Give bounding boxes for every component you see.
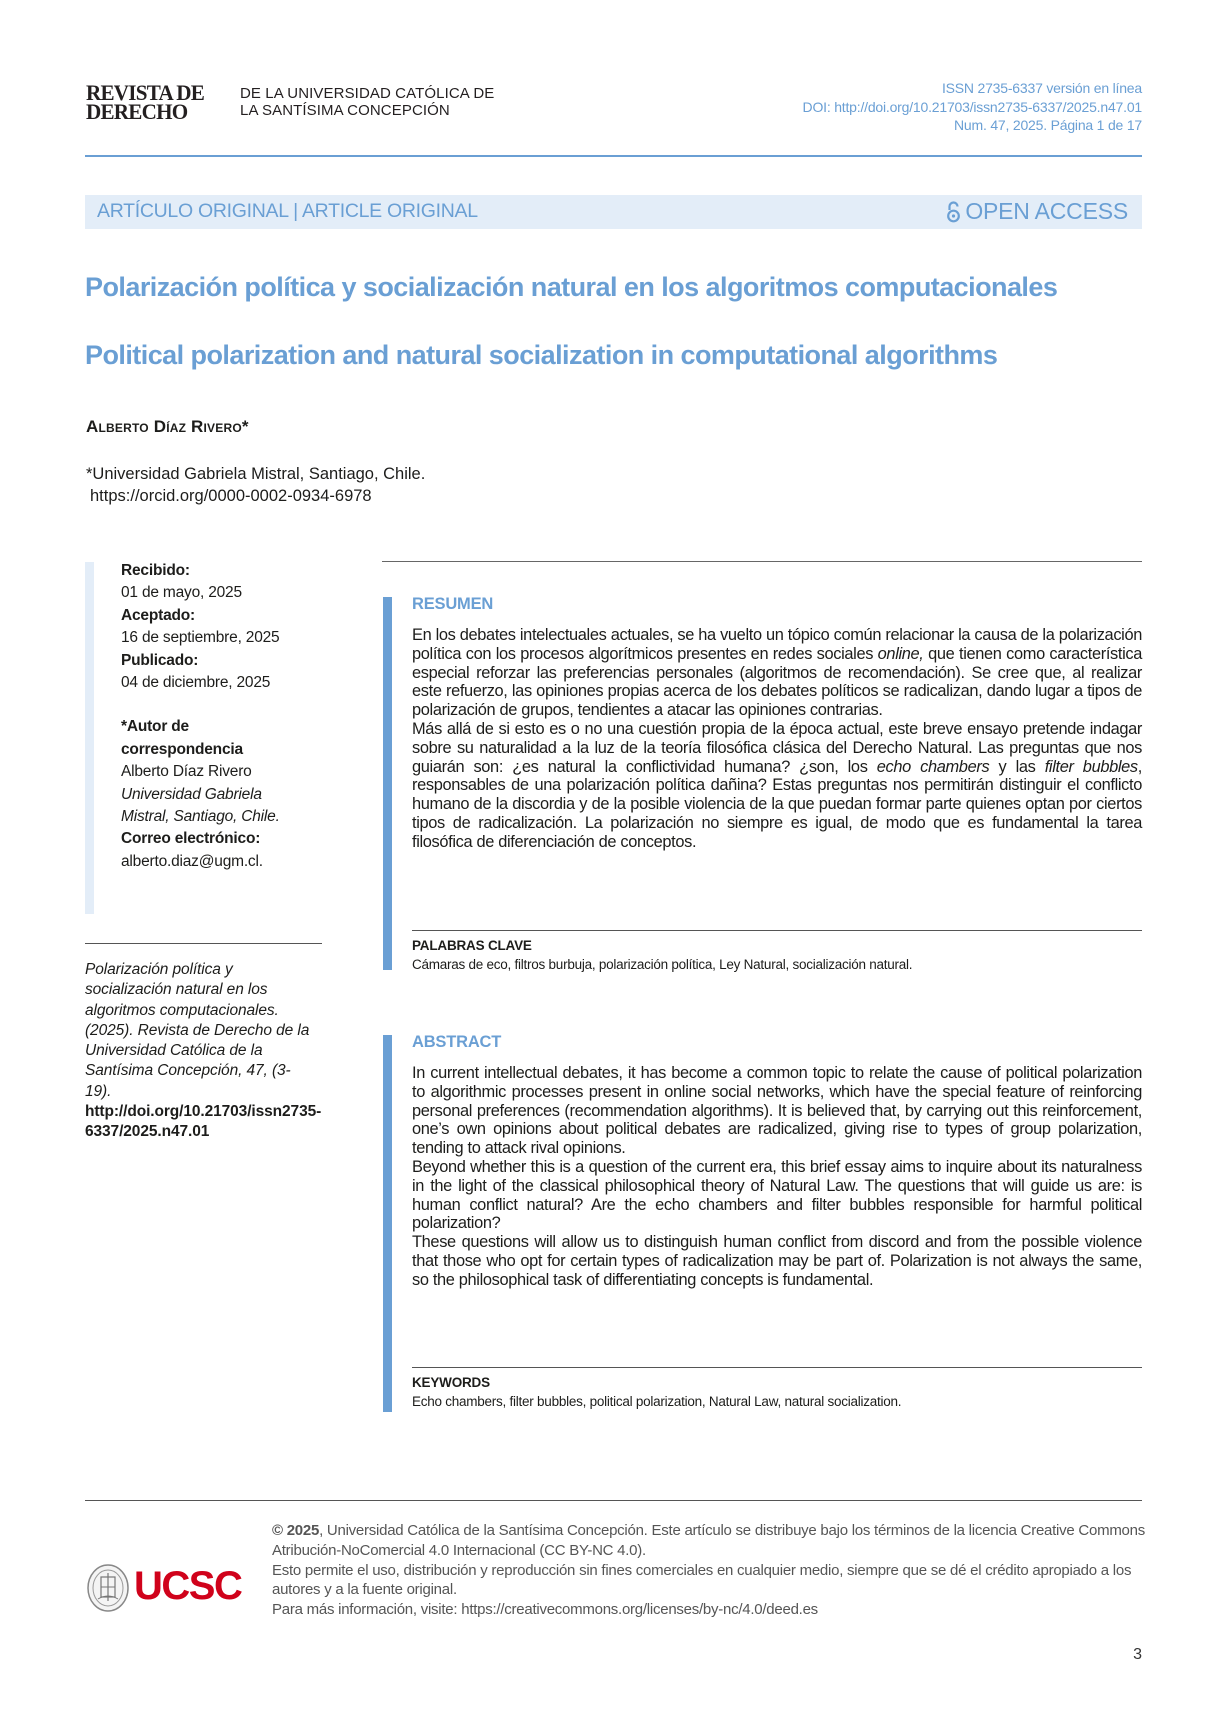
abstract-accent-bar	[383, 1035, 392, 1412]
abstract-paragraph-1: In current intellectual debates, it has become a common topic to relate the cause of political polarization to algorithmic processes present in online social networks, which have the special feature of reinforcing personal preferences (recommendation algorithms). It is believed that, by carrying out this reinforcement, one’s own opinions about political debates are radicalized, giving rise to types of group polarization, tending to attack rival opinions.	[412, 1064, 1142, 1158]
received-date: 01 de mayo, 2025	[121, 584, 242, 602]
article-type: ARTÍCULO ORIGINAL | ARTICLE ORIGINAL	[97, 200, 478, 222]
resumen-p2-c: , responsables de una polarización política dañina? Estas preguntas nos permitirán distinguir el conflicto humano de la discordia y de la posible violencia de la que puedan formar parte quienes optan por ciertos tipos de radicalización. La polarización no siempre es igual, de modo que es fundamental la tarea filosófica de diferenciación de conceptos.	[412, 757, 1142, 851]
journal-logo	[86, 80, 205, 124]
published-label: Publicado:	[121, 651, 199, 669]
abstract-top-divider	[382, 561, 1142, 562]
correspondence-label-1: *Autor de	[121, 718, 189, 736]
palabras-clave-heading: PALABRAS CLAVE	[412, 938, 532, 953]
affiliation-text: *Universidad Gabriela Mistral, Santiago, Chile.	[86, 465, 426, 483]
citation-text: Polarización política y socialización natural en los algoritmos computacionales. (2025). Revista de Derecho de la Universidad Católica de la Santísima Concepción, 47, (3-19).	[85, 961, 310, 1100]
resumen-p1-online: online,	[877, 644, 924, 663]
resumen-paragraph-1	[412, 626, 1142, 720]
abstract-body	[412, 1064, 1142, 1290]
abstract-heading: ABSTRACT	[412, 1033, 502, 1051]
university-line-2: LA SANTÍSIMA CONCEPCIÓN	[240, 102, 450, 119]
university-name	[240, 85, 494, 119]
resumen-p2-b: y las	[989, 757, 1045, 776]
title-english: Political polarization and natural socialization in computational algorithms	[85, 340, 998, 370]
correspondence-label-2: correspondencia	[121, 740, 243, 758]
resumen-paragraph-2	[412, 720, 1142, 852]
university-seal-icon	[86, 1563, 130, 1613]
header-divider	[85, 155, 1142, 157]
university-line-1: DE LA UNIVERSIDAD CATÓLICA DE	[240, 85, 495, 102]
resumen-keywords-divider	[412, 930, 1142, 931]
correspondence-name: Alberto Díaz Rivero	[121, 763, 252, 781]
palabras-clave: Cámaras de eco, filtros burbuja, polarización política, Ley Natural, socialización natural.	[412, 957, 913, 972]
resumen-heading: RESUMEN	[412, 595, 494, 613]
logo-line-1: REVISTA DE	[86, 80, 205, 105]
open-access-badge	[946, 198, 1128, 225]
license-notice	[272, 1521, 1152, 1620]
resumen-p1-b: que tienen como característica especial reforzar las preferencias personales (algoritmos de recomendación). Se cree que, al realizar este refuerzo, las opiniones propias acerca de los debates políticos se radicalizan, dando lugar a tipos de polarización de grupos, tendientes a atacar las opiniones contrarias.	[412, 644, 1142, 720]
citation-doi-link[interactable]: http://doi.org/10.21703/issn2735-6337/2025.n47.01	[85, 1103, 322, 1141]
license-line-1	[272, 1521, 1152, 1561]
published-date: 04 de diciembre, 2025	[121, 674, 271, 692]
email-label: Correo electrónico:	[121, 830, 261, 848]
author-name: Alberto Díaz Rivero*	[86, 417, 249, 436]
orcid-link[interactable]: https://orcid.org/0000-0002-0934-6978	[90, 487, 372, 505]
keywords-heading: KEYWORDS	[412, 1375, 490, 1390]
page-number: 3	[1133, 1646, 1142, 1663]
issn: ISSN 2735-6337 versión en línea	[941, 80, 1142, 96]
copyright-year: © 2025	[272, 1522, 320, 1539]
author-affiliation	[86, 463, 425, 507]
license-text: , Universidad Católica de la Santísima Concepción. Este artículo se distribuye bajo los términos de la licencia Creative Commons Atribución-NoComercial 4.0 Internacional (CC BY-NC 4.0).	[272, 1522, 1145, 1559]
resumen-p2-filter: filter bubbles	[1044, 757, 1138, 776]
license-link[interactable]: Para más información, visite: https://creativecommons.org/licenses/by-nc/4.0/deed.es	[272, 1601, 818, 1619]
publication-meta	[803, 79, 1142, 135]
keywords: Echo chambers, filter bubbles, political polarization, Natural Law, natural socialization.	[412, 1394, 902, 1409]
email-link[interactable]: alberto.diaz@ugm.cl.	[121, 852, 263, 870]
logo-line-2: DERECHO	[86, 99, 188, 124]
resumen-p1-a: En los debates intelectuales actuales, se ha vuelto un tópico común relacionar la causa de la polarización política con los procesos algorítmicos presentes en redes sociales	[412, 626, 1142, 663]
correspondence-affil-2: Mistral, Santiago, Chile.	[121, 808, 280, 826]
license-line-2: Esto permite el uso, distribución y reproducción sin fines comerciales en cualquier medio, siempre que se dé el crédito apropiado a los autores y a la fuente original.	[272, 1561, 1132, 1599]
abstract-keywords-divider	[412, 1367, 1142, 1368]
correspondence-affil-1: Universidad Gabriela	[121, 785, 262, 803]
resumen-p2-a: Más allá de si esto es o no una cuestión propia de la época actual, este breve ensayo pretende indagar sobre su naturalidad a la luz de la teoría filosófica clásica del Derecho Natural. Las preguntas que nos guiarán son: ¿es natural la conflictividad humana? ¿son, los	[412, 719, 1142, 776]
footer-divider	[85, 1500, 1142, 1501]
accepted-date: 16 de septiembre, 2025	[121, 629, 280, 647]
sidebar-divider	[85, 943, 322, 944]
title-spanish: Polarización política y socialización natural en los algoritmos computacionales	[85, 272, 1058, 302]
sidebar-accent	[85, 562, 94, 914]
issue-info: Num. 47, 2025. Página 1 de 17	[953, 117, 1142, 133]
accepted-label: Aceptado:	[121, 606, 195, 624]
doi-link[interactable]: DOI: http://doi.org/10.21703/issn2735-6337/2025.n47.01	[802, 98, 1142, 115]
article-dates	[121, 560, 321, 873]
resumen-body	[412, 626, 1142, 852]
citation	[85, 960, 322, 1143]
resumen-p2-echo: echo chambers	[876, 757, 990, 776]
open-lock-icon	[946, 201, 961, 223]
open-access-label: OPEN ACCESS	[965, 198, 1128, 224]
abstract-paragraph-2: Beyond whether this is a question of the current era, this brief essay aims to inquire about its naturalness in the light of the classical philosophical theory of Natural Law. The questions that will guide us are: is human conflict natural? Are the echo chambers and filter bubbles responsible for harmful political polarization?	[412, 1157, 1142, 1233]
resumen-accent-bar	[383, 597, 392, 970]
ucsc-logo: UCSC	[134, 1564, 242, 1608]
abstract-paragraph-3: These questions will allow us to distinguish human conflict from discord and from the possible violence that those who opt for certain types of radicalization may be part of. Polarization is not always the same, so the philosophical task of differentiating concepts is fundamental.	[412, 1233, 1142, 1289]
received-label: Recibido:	[121, 562, 190, 579]
